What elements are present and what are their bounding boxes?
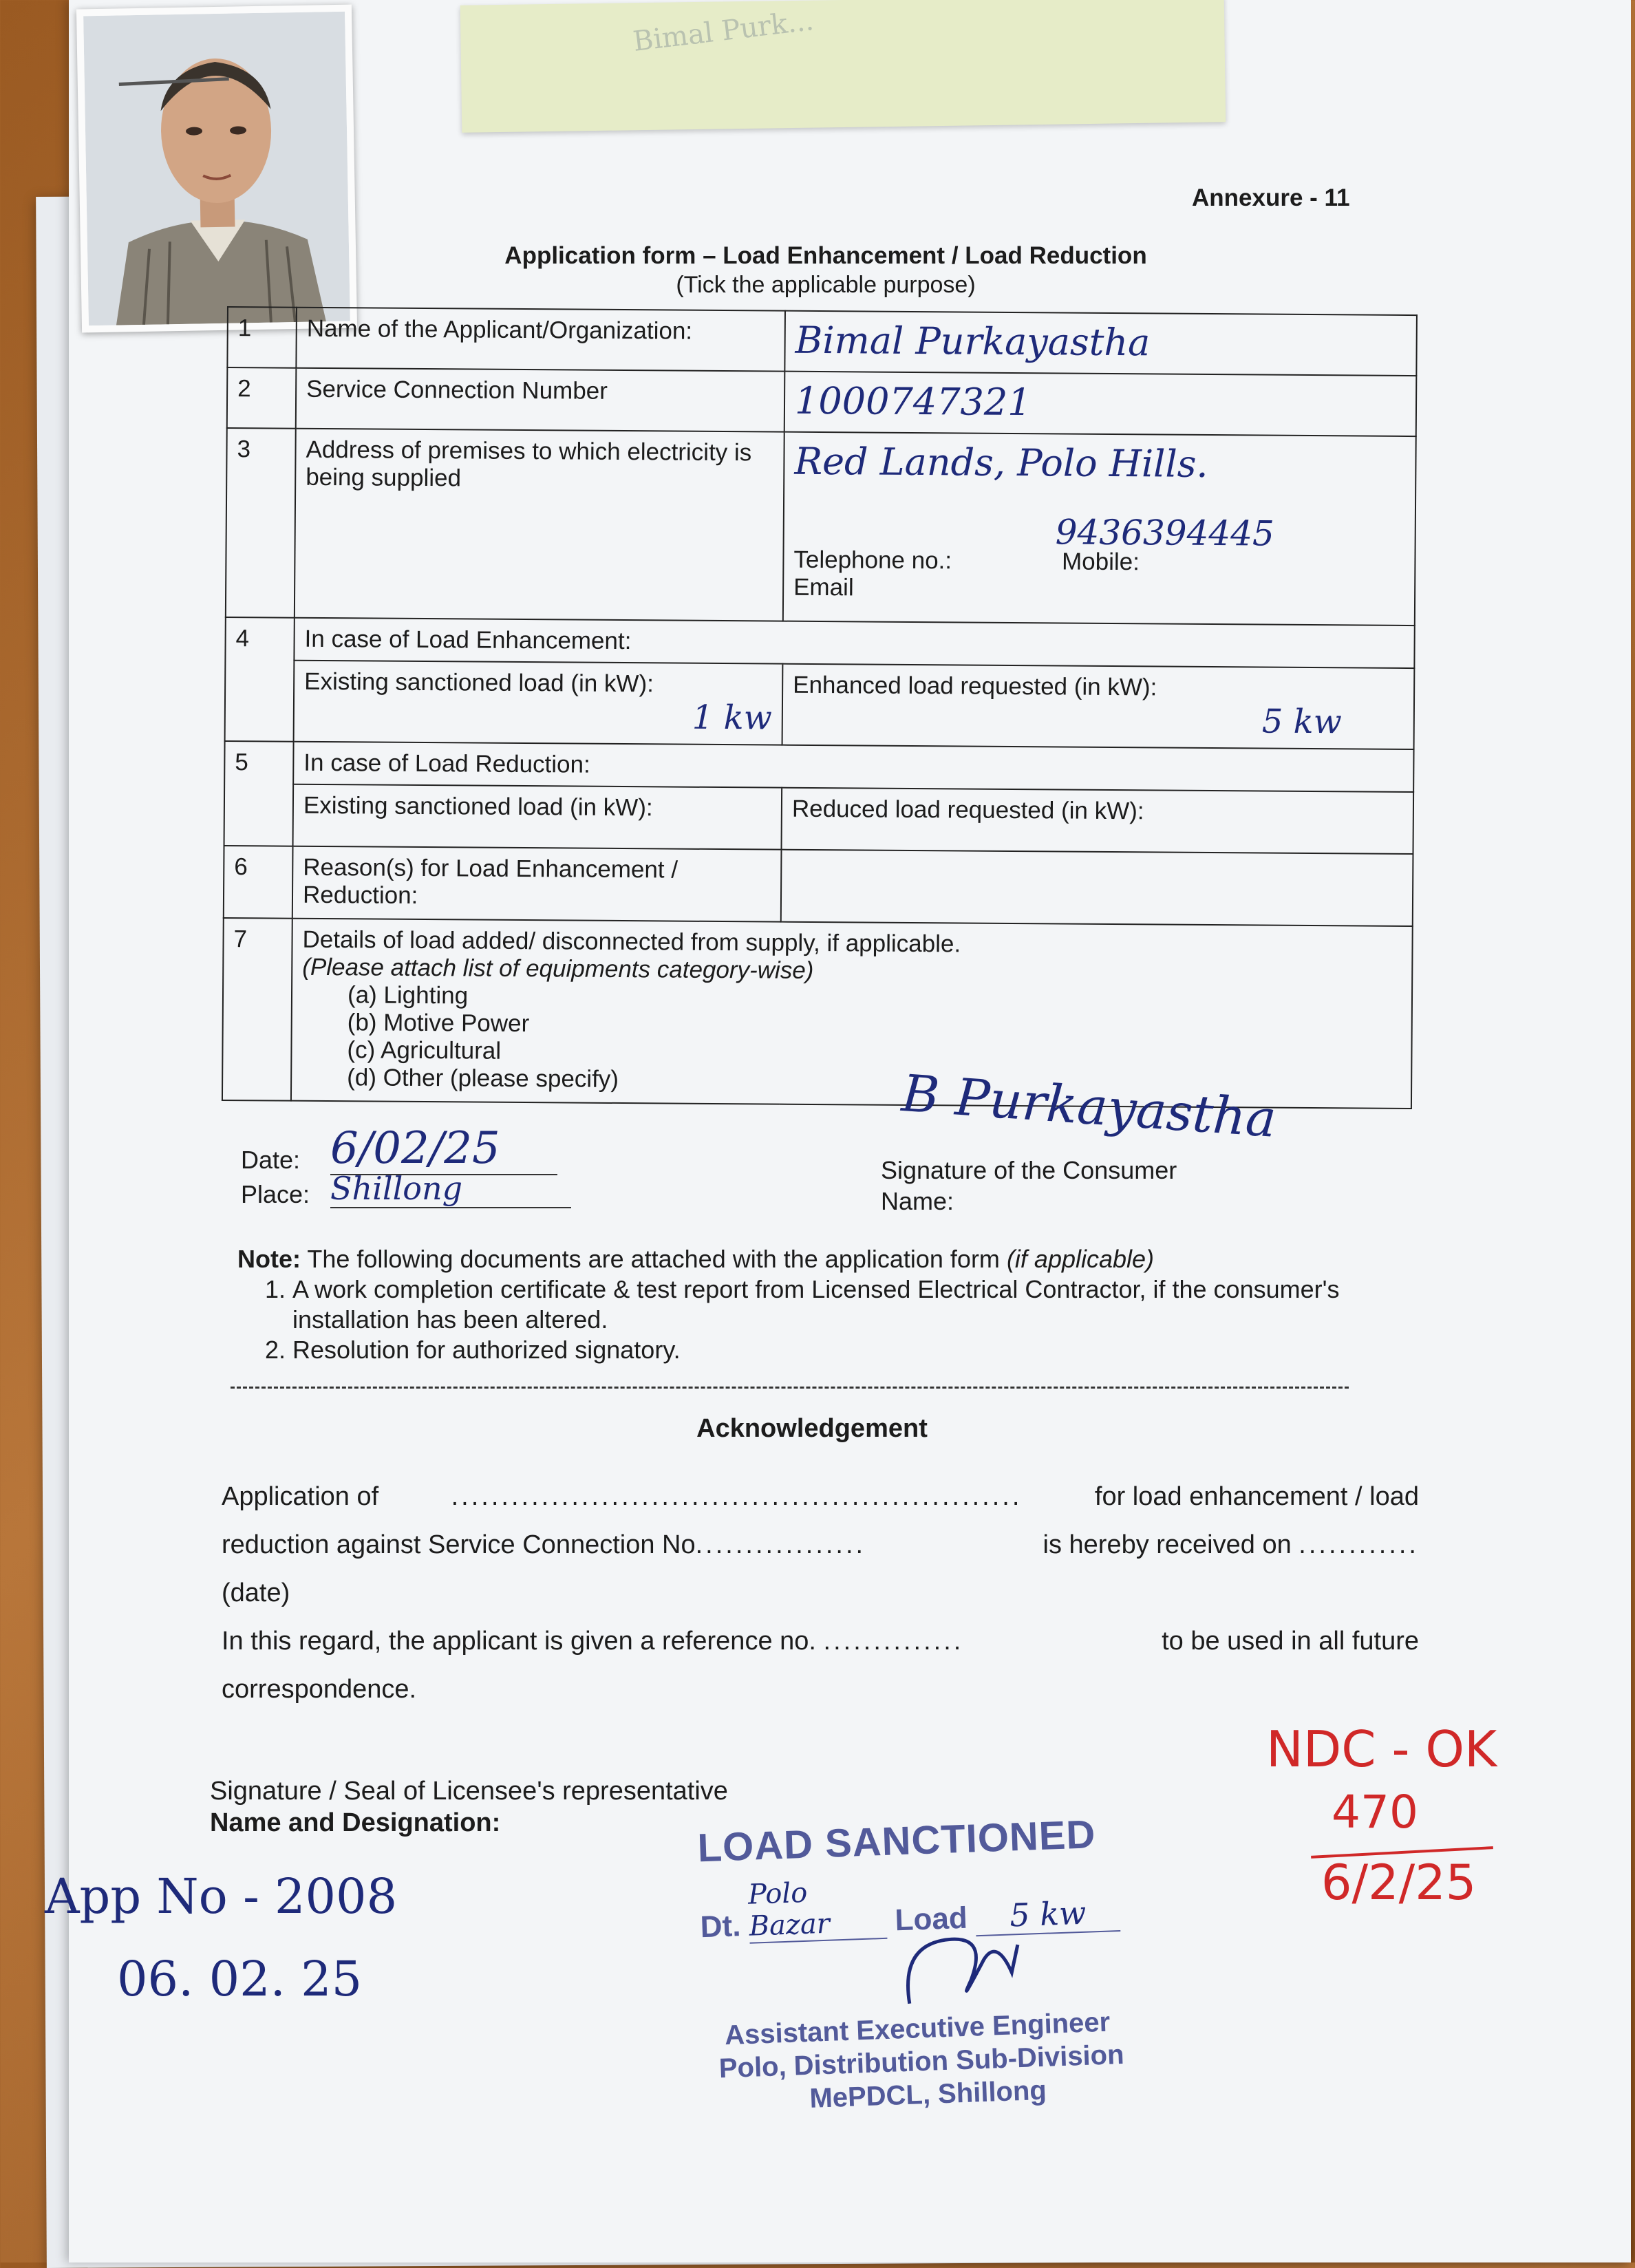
consumer-name-label: Name: [881, 1187, 954, 1215]
existing-load-value: 1 kw [692, 698, 773, 738]
table-row [222, 918, 1413, 1109]
existing-load-label: Existing sanctioned load (in kW): [304, 667, 654, 698]
service-connection-value: 1000747321 [794, 378, 1032, 425]
name-designation-label: Name and Designation: [210, 1808, 501, 1837]
divider [231, 1387, 1349, 1389]
consumer-signature: B Purkayastha [899, 1064, 1279, 1149]
ack-body: Application of ......................................................... for load enhancement / load reduction against Service Connection No................. is hereby received on ............ (date) In this regard, the applicant is given a reference no. .............. to be used in all future correspondence. [222, 1473, 1419, 1713]
application-table [222, 306, 1418, 1109]
ack-line1a: Application of [222, 1482, 379, 1511]
red-note-ndc: NDC - OK [1266, 1720, 1497, 1778]
stamp-title: LOAD SANCTIONED [696, 1812, 1097, 1871]
ack-line5: correspondence. [222, 1675, 417, 1704]
applicant-name-label: Name of the Applicant/Organization: [296, 308, 785, 372]
sticky-note-faint-writing: Bimal Purk... [631, 4, 815, 58]
enhanced-load-label: Enhanced load requested (in kW): [793, 671, 1157, 701]
row-number: 1 [227, 307, 297, 368]
reason-label: Reason(s) for Load Enhancement / Reduction: [292, 846, 782, 922]
ack-line1b: for load enhancement / load [1094, 1482, 1419, 1511]
stamp-load-label: Load [894, 1901, 968, 1938]
place-label: Place: [241, 1180, 310, 1208]
row-number: 5 [224, 741, 294, 846]
engineer-initial-signature [893, 1917, 1034, 2018]
form-title: Application form – Load Enhancement / Load Reduction [504, 242, 1147, 269]
ack-line3: (date) [222, 1579, 290, 1607]
list-item: (d) Other (please specify) [347, 1064, 619, 1093]
list-item: 1. A work completion certificate & test report from Licensed Electrical Contractor, if the consumer's installation has been altered. [292, 1274, 1435, 1335]
reason-value [781, 850, 1413, 926]
telephone-label: Telephone no.: [793, 546, 952, 575]
row-number: 7 [222, 918, 292, 1101]
list-item: (a) Lighting [347, 981, 469, 1009]
ack-title: Acknowledgement [696, 1414, 928, 1443]
stamp-line-2: Polo, Distribution Sub-Division [718, 2039, 1125, 2084]
table-row [227, 367, 1417, 436]
red-note-date: 6/2/25 [1321, 1854, 1477, 1911]
date-value: 6/02/25 [330, 1123, 557, 1175]
annexure-label: Annexure - 11 [1192, 184, 1350, 211]
load-details-label: Details of load added/ disconnected from supply, if applicable. [302, 926, 961, 958]
stamp-line-3: MePDCL, Shillong [809, 2075, 1047, 2114]
address-label: Address of premises to which electricity is being supplied [295, 429, 784, 621]
place-value: Shillong [330, 1170, 571, 1208]
enhanced-load-value: 5 kw [1261, 702, 1343, 742]
reduction-heading: In case of Load Reduction: [293, 742, 1413, 792]
mobile-value: 9436394445 [1055, 512, 1275, 554]
ack-line2a: reduction against Service Connection No [222, 1530, 696, 1559]
table-row [224, 846, 1413, 926]
row-number: 4 [225, 617, 295, 742]
note-block [237, 1244, 1435, 1365]
applicant-name-value: Bimal Purkayastha [795, 318, 1151, 365]
licensee-signature-label: Signature / Seal of Licensee's representative [210, 1777, 728, 1806]
stamp-dt-label: Dt. [699, 1909, 742, 1945]
consumer-signature-label: Signature of the Consumer [881, 1156, 1177, 1184]
ack-line4a: In this regard, the applicant is given a reference no. [222, 1627, 816, 1656]
reduced-load-label: Reduced load requested (in kW): [782, 788, 1414, 854]
stamp-line-1: Assistant Executive Engineer [724, 2007, 1111, 2051]
ack-line4b: to be used in all future [1162, 1627, 1419, 1656]
load-sanctioned-stamp [697, 1808, 1189, 2128]
mobile-label: Mobile: [1061, 548, 1140, 576]
list-item: (b) Motive Power [347, 1009, 530, 1038]
sticky-note [460, 0, 1226, 133]
row-number: 6 [224, 846, 293, 919]
note-text: The following documents are attached with the application form [307, 1245, 1000, 1273]
date-label: Date: [241, 1146, 301, 1174]
email-label: Email [793, 573, 854, 601]
app-date-handwritten: 06. 02. 25 [117, 1951, 363, 2007]
row-number: 2 [227, 367, 297, 429]
service-connection-label: Service Connection Number [296, 368, 785, 432]
enhancement-heading: In case of Load Enhancement: [294, 618, 1414, 668]
table-row [226, 428, 1416, 625]
load-details-sub: (Please attach list of equipments category-wise) [302, 953, 814, 984]
note-prefix: Note: [237, 1245, 301, 1273]
table-row [224, 784, 1414, 854]
ack-blank: ......................................................... [451, 1482, 1023, 1511]
stamp-dt-value: Polo Bazar [747, 1874, 887, 1944]
note-condition: (if applicable) [1006, 1245, 1155, 1273]
table-row [227, 307, 1417, 376]
table-row [225, 660, 1415, 749]
list-item: 2. Resolution for authorized signatory. [292, 1335, 1435, 1365]
stamp-load-value: 5 kw [975, 1893, 1121, 1936]
red-note-number: 470 [1332, 1786, 1418, 1839]
ack-line2b: is hereby received on [1043, 1530, 1292, 1559]
address-value: Red Lands, Polo Hills. [794, 439, 1208, 486]
app-number-handwritten: App No - 2008 [45, 1868, 398, 1925]
form-subtitle: (Tick the applicable purpose) [676, 272, 976, 298]
row-number: 3 [226, 428, 296, 618]
list-item: (c) Agricultural [347, 1036, 502, 1065]
reduction-existing-label: Existing sanctioned load (in kW): [293, 784, 782, 850]
